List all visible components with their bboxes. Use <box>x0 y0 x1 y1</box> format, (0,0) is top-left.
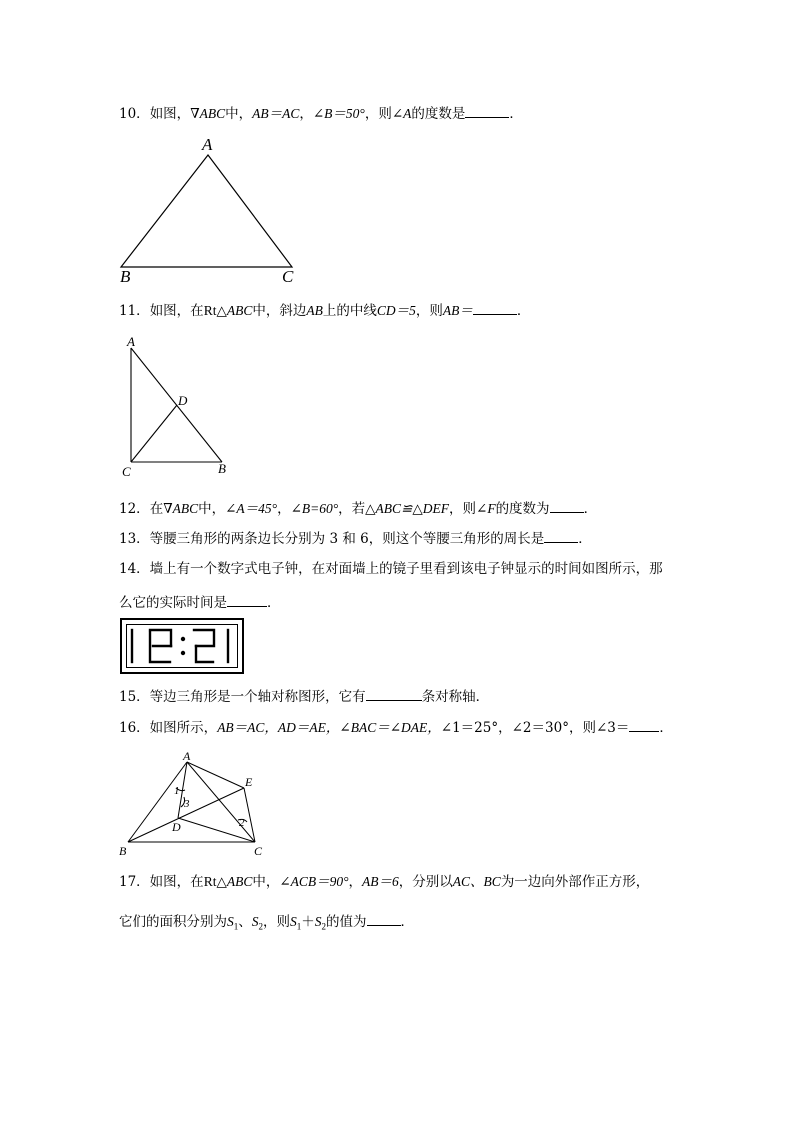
angle-2-label: 2 <box>239 817 245 829</box>
q10-number: 10． <box>119 106 150 122</box>
label-B: B <box>218 461 226 476</box>
answer-blank <box>367 911 401 926</box>
label-E: E <box>245 775 253 789</box>
label-B: B <box>119 844 127 858</box>
label-A: A <box>183 749 191 763</box>
q13-text: 13．等腰三角形的两条边长分别为 3 和 6，则这个等腰三角形的周长是 ． <box>119 528 592 549</box>
angle-3-label: 3 <box>184 798 190 810</box>
label-B: B <box>120 267 131 286</box>
q17-text-line1: 17．如图，在Rt△ABC中，∠ACB＝90°，AB＝6，分别以AC、BC为一边向外部作正方形， <box>119 874 650 890</box>
label-A: A <box>202 135 213 154</box>
q17-text-line2: 它们的面积分别为$S_1$、$S_2$，则$S_1+S_2$的值为 ． <box>119 911 414 937</box>
label-C: C <box>122 464 131 479</box>
label-C: C <box>282 267 294 286</box>
q10-text: 10．如图，∇ABC中，AB＝AC，∠B＝50°，则∠A的度数是 ． <box>119 103 523 124</box>
label-C: C <box>254 844 263 858</box>
q15-text: 15．等边三角形是一个轴对称图形，它有 条对称轴． <box>119 686 489 707</box>
label-D: D <box>178 393 188 408</box>
q11-text: 11．如图，在Rt△ABC中，斜边AB上的中线CD＝5，则AB＝ ． <box>119 300 530 321</box>
q14-text-line2: 么它的实际时间是 ． <box>119 592 281 613</box>
angle-1-label: 1 <box>174 785 180 797</box>
q12-text: 12．在∇ABC中，∠A＝45°，∠B=60°，若△ABC≌△DEF，则∠F的度数为 ． <box>119 498 597 519</box>
label-D: D <box>172 820 181 834</box>
q16-text: 16．如图所示，AB＝AC，AD＝AE，∠BAC＝∠DAE，∠1＝25°，∠2＝30°，则∠3＝ ． <box>119 717 673 738</box>
q14-text-line1: 14．墙上有一个数字式电子钟，在对面墙上的镜子里看到该电子钟显示的时间如图所示，那 <box>119 561 663 577</box>
label-A: A <box>127 334 135 349</box>
